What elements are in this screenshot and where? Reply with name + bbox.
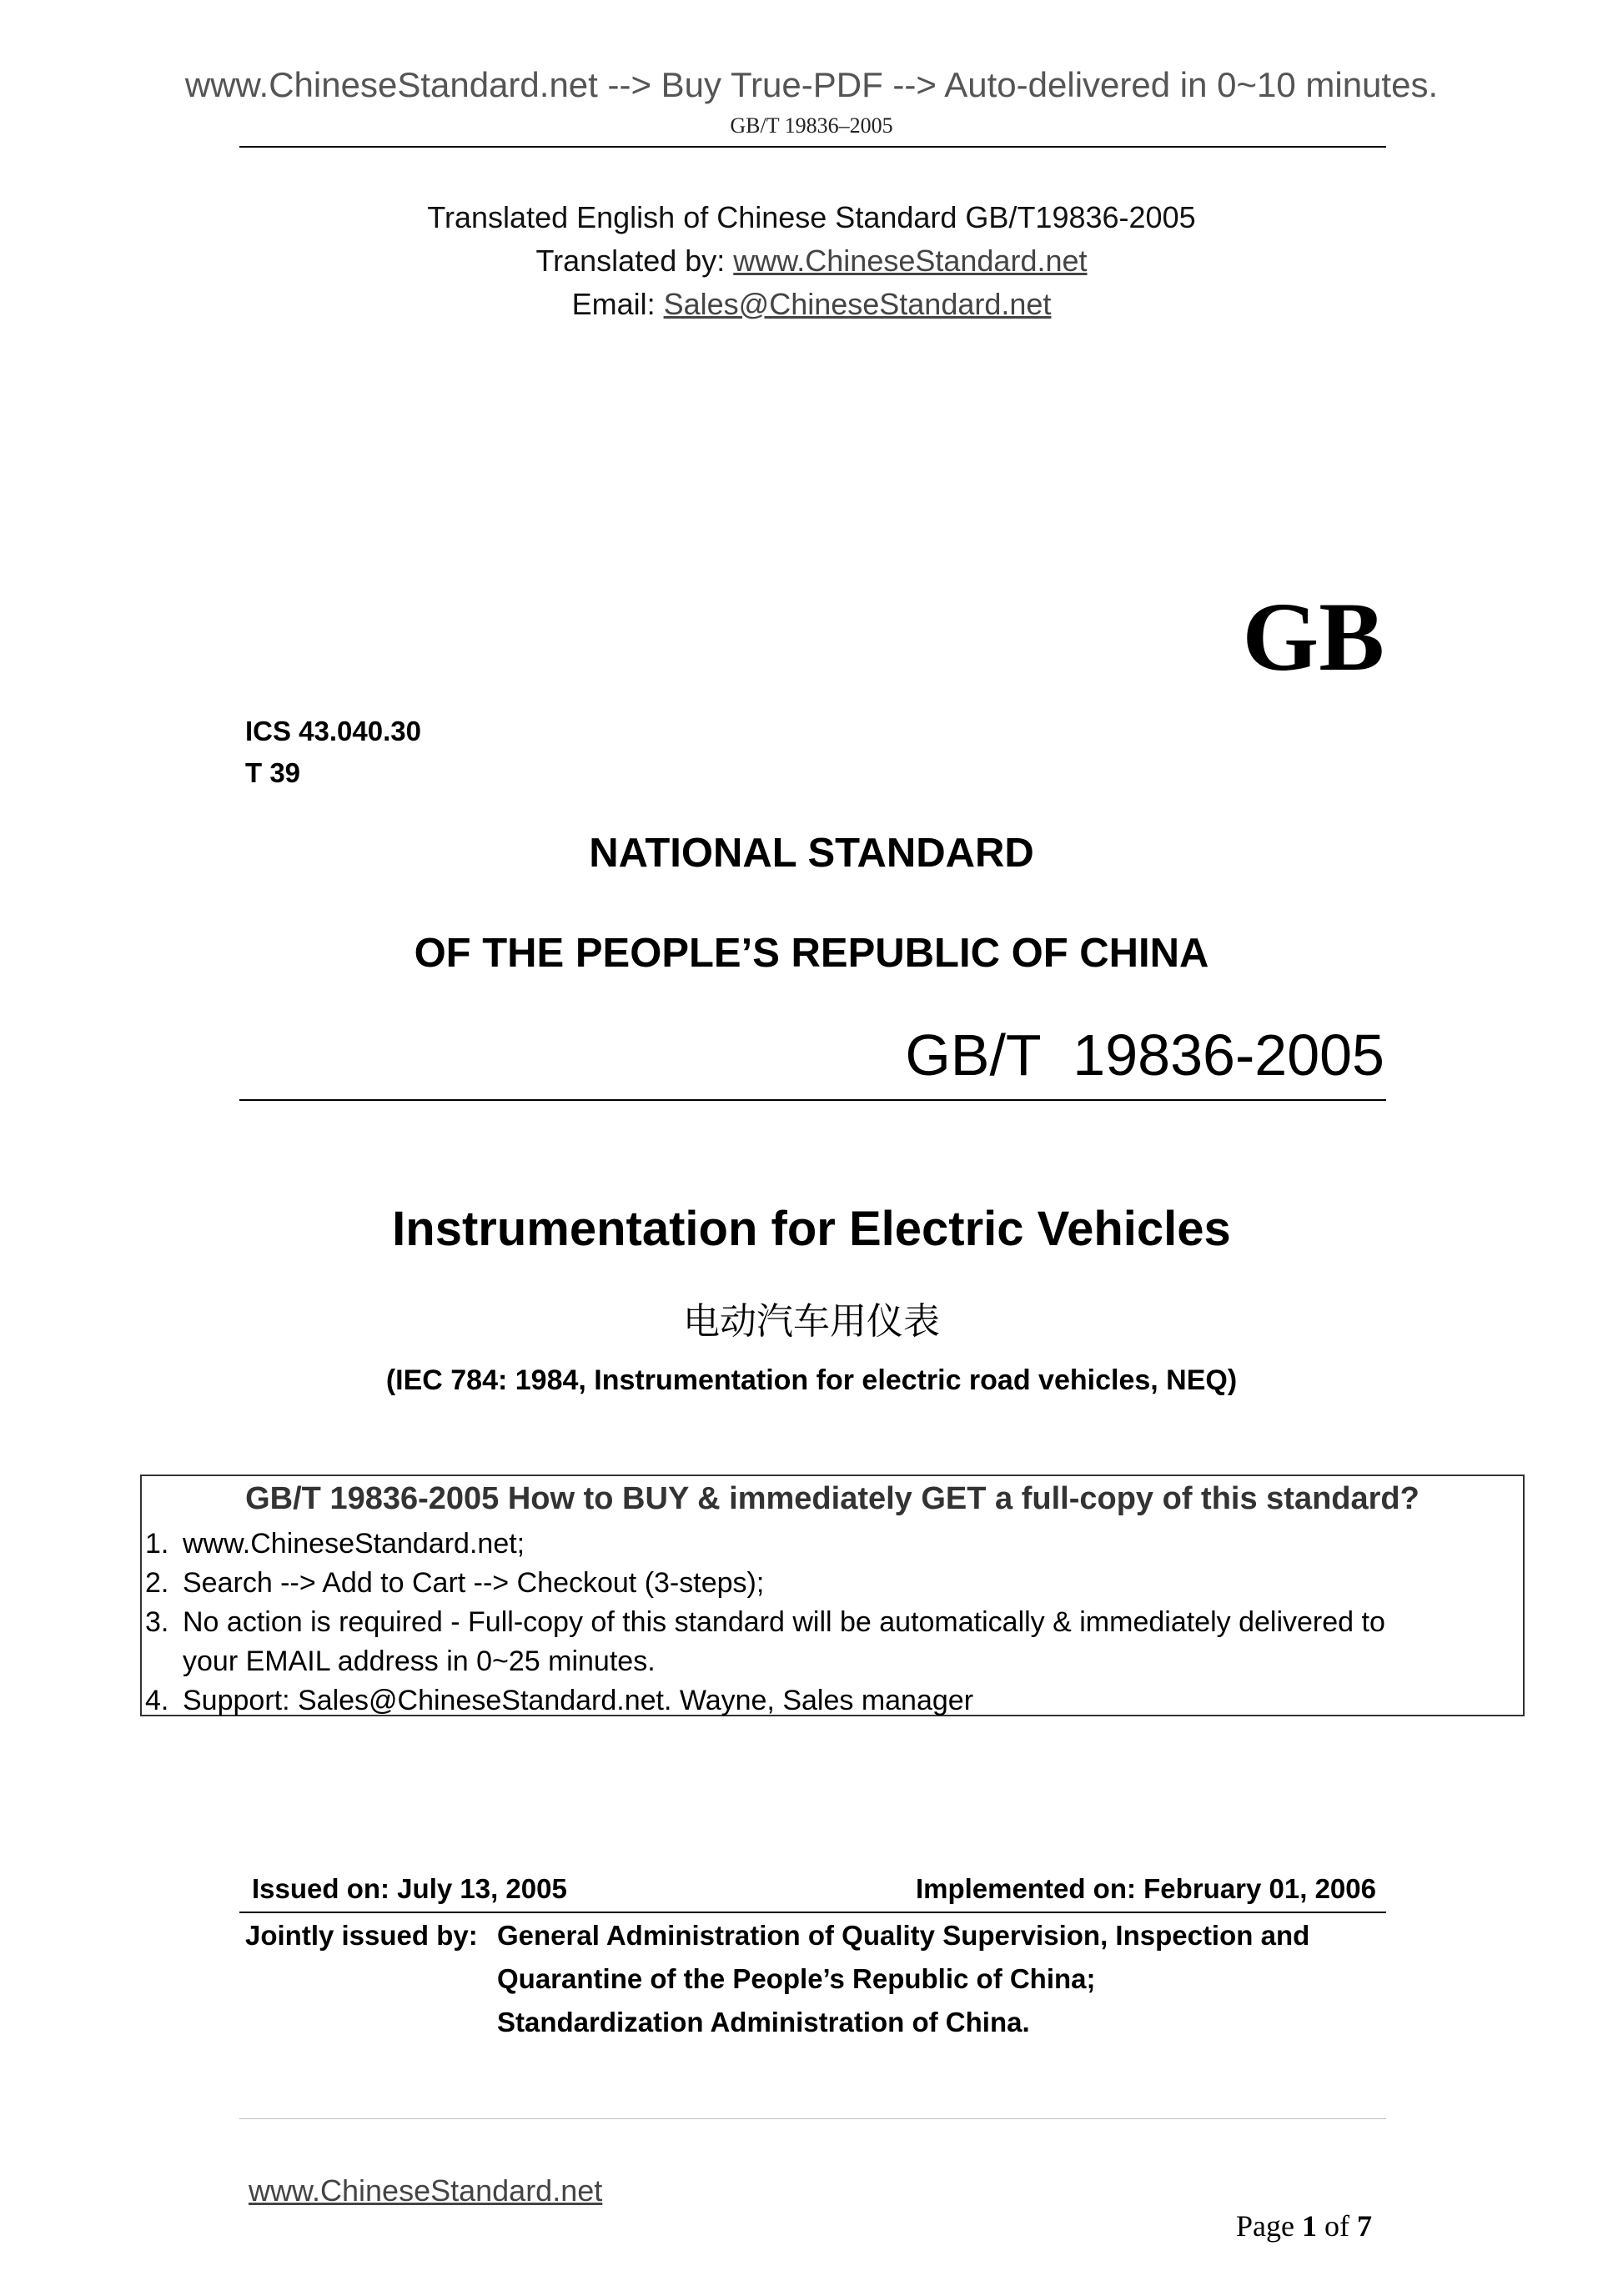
page-current: 1: [1302, 2209, 1317, 2243]
header-rule: [239, 146, 1386, 148]
step-text: Support: Sales@ChineseStandard.net. Wayne, Sales manager: [183, 1685, 974, 1716]
title-rule: [239, 1099, 1386, 1101]
purchase-step: [145, 1528, 1513, 1567]
purchase-step-continuation: [145, 1645, 1513, 1685]
step-number: 4.: [145, 1685, 169, 1716]
purchase-step: [145, 1606, 1513, 1645]
ccs-code: T 39: [245, 757, 301, 788]
purchase-box: [140, 1475, 1525, 1716]
implemented-date: Implemented on: February 01, 2006: [915, 1873, 1376, 1904]
purchase-steps: [145, 1528, 1513, 1724]
national-standard-heading: NATIONAL STANDARD: [589, 831, 1034, 876]
step-text: Search --> Add to Cart --> Checkout (3-steps);: [183, 1567, 765, 1599]
gb-mark: GB: [1242, 582, 1384, 691]
header-banner: www.ChineseStandard.net --> Buy True-PDF --> Auto-delivered in 0~10 minutes.: [184, 65, 1439, 104]
document-title: Instrumentation for Electric Vehicles: [392, 1202, 1231, 1256]
document-reference: (IEC 784: 1984, Instrumentation for electric road vehicles, NEQ): [385, 1364, 1238, 1396]
issuer-line: General Administration of Quality Supervision, Inspection and: [497, 1920, 1310, 1951]
purchase-box-heading: GB/T 19836-2005 How to BUY & immediately GET a full-copy of this standard?: [245, 1481, 1419, 1516]
step-number: 3.: [145, 1606, 169, 1638]
page-of: of: [1317, 2209, 1357, 2243]
country-heading: OF THE PEOPLE’S REPUBLIC OF CHINA: [414, 931, 1209, 976]
step-text[interactable]: www.ChineseStandard.net;: [183, 1528, 525, 1560]
email-link[interactable]: Sales@ChineseStandard.net: [663, 287, 1052, 321]
page-label: Page: [1236, 2209, 1302, 2243]
email-label: Email:: [571, 287, 664, 321]
purchase-step: [145, 1567, 1513, 1606]
translated-by-label: Translated by:: [535, 244, 734, 278]
step-number: 1.: [145, 1528, 169, 1560]
email-line: [0, 287, 1623, 322]
step-text: your EMAIL address in 0~25 minutes.: [183, 1645, 656, 1677]
page-number: [1168, 2173, 1372, 2243]
translated-by-line: [0, 244, 1623, 279]
header-doc-code: GB/T 19836–2005: [730, 113, 893, 138]
step-number: 2.: [145, 1567, 169, 1599]
translation-line: Translated English of Chinese Standard GB/T19836-2005: [427, 200, 1196, 234]
issuers-label: Jointly issued by:: [245, 1920, 485, 1951]
step-text: No action is required - Full-copy of this standard will be automatically & immediately delivered to: [183, 1606, 1385, 1638]
issued-date: Issued on: July 13, 2005: [252, 1873, 567, 1904]
issuer-line: Quarantine of the People’s Republic of China;: [497, 1963, 1096, 1994]
ics-code: ICS 43.040.30: [245, 716, 421, 746]
standard-number: GB/T 19836-2005: [905, 1022, 1384, 1088]
purchase-step: [145, 1685, 1513, 1724]
footer-rule: [239, 2118, 1386, 2119]
dates-rule: [239, 1912, 1386, 1913]
translated-by-link[interactable]: www.ChineseStandard.net: [733, 244, 1088, 278]
document-title-chinese: 电动汽车用仪表: [683, 1301, 940, 1342]
issuer-line: Standardization Administration of China.: [497, 2007, 1030, 2037]
page-total: 7: [1357, 2209, 1372, 2243]
footer-site-link[interactable]: www.ChineseStandard.net: [249, 2173, 603, 2208]
